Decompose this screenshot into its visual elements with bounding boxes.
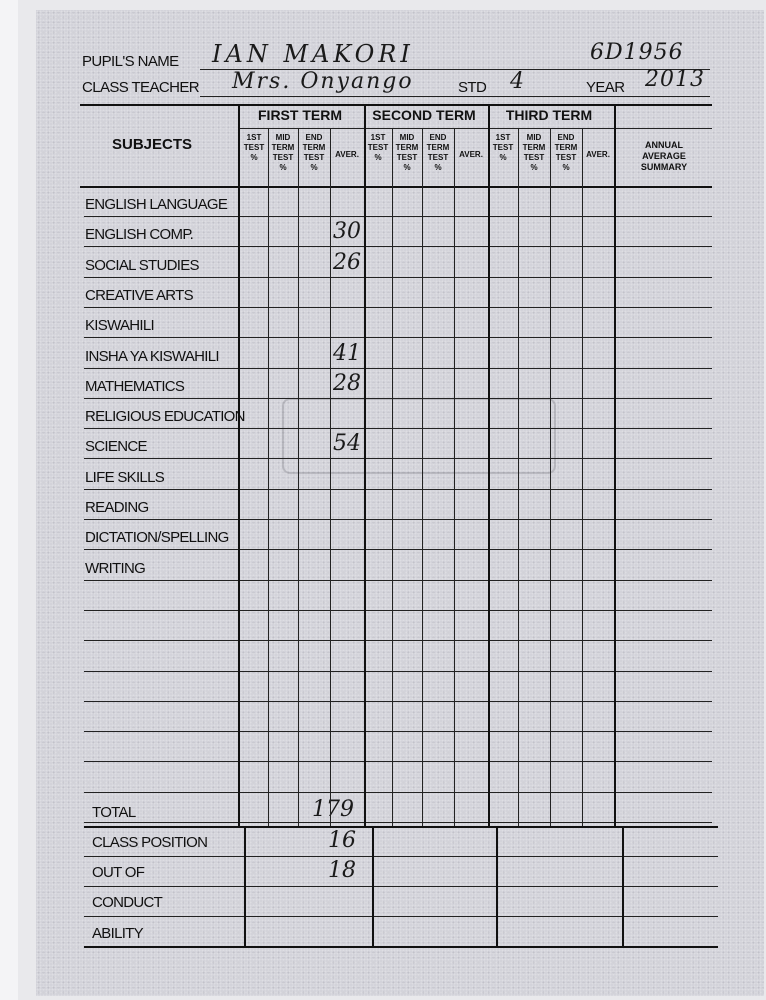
subject-name: DICTATION/SPELLING bbox=[85, 529, 229, 546]
pupil-name-label: PUPIL'S NAME bbox=[82, 53, 179, 70]
subcolumn-header: END TERM TEST % bbox=[554, 133, 578, 172]
subcolumn-header: END TERM TEST % bbox=[426, 133, 450, 172]
first-term-header: FIRST TERM bbox=[258, 107, 342, 123]
faded-stamp bbox=[282, 398, 556, 474]
subject-name: RELIGIOUS EDUCATION bbox=[85, 408, 245, 425]
subject-name: WRITING bbox=[85, 560, 146, 577]
total-value: 179 bbox=[312, 797, 354, 822]
subcolumn-header: END TERM TEST % bbox=[302, 133, 326, 172]
column-line bbox=[330, 128, 331, 826]
column-line bbox=[298, 128, 299, 826]
class-teacher-label: CLASS TEACHER bbox=[82, 79, 199, 96]
out-of-value: 18 bbox=[328, 858, 356, 883]
std-value: 4 bbox=[510, 69, 524, 94]
class-position-label: CLASS POSITION bbox=[92, 834, 208, 851]
column-line bbox=[614, 104, 616, 826]
subject-name: MATHEMATICS bbox=[85, 378, 185, 395]
column-line bbox=[268, 128, 269, 826]
subject-name: ENGLISH COMP. bbox=[85, 226, 194, 243]
row-line bbox=[84, 246, 712, 247]
first-term-average: 26 bbox=[333, 250, 361, 275]
table-top-border bbox=[80, 104, 712, 106]
table-bottom-border bbox=[84, 946, 718, 948]
ability-label: ABILITY bbox=[92, 925, 143, 942]
first-term-average: 54 bbox=[333, 431, 361, 456]
column-line bbox=[550, 128, 551, 826]
first-term-average: 28 bbox=[333, 371, 361, 396]
out-of-label: OUT OF bbox=[92, 864, 145, 881]
summary-column-line bbox=[244, 826, 246, 946]
subject-name: READING bbox=[85, 499, 149, 516]
row-line bbox=[84, 398, 712, 399]
subcolumn-header: 1ST TEST % bbox=[367, 133, 389, 162]
row-line bbox=[84, 489, 712, 490]
row-line bbox=[84, 519, 712, 520]
first-term-average: 30 bbox=[333, 219, 361, 244]
subject-name: LIFE SKILLS bbox=[85, 469, 165, 486]
subcolumn-header: MID TERM TEST % bbox=[522, 133, 546, 172]
summary-column-line bbox=[496, 826, 498, 946]
column-line bbox=[422, 128, 423, 826]
subjects-header: SUBJECTS bbox=[112, 136, 193, 153]
subject-name: KISWAHILI bbox=[85, 317, 154, 334]
third-term-header: THIRD TERM bbox=[505, 107, 593, 123]
first-term-average: 41 bbox=[333, 341, 361, 366]
column-line bbox=[488, 104, 490, 826]
row-line bbox=[84, 640, 712, 641]
row-line bbox=[84, 701, 712, 702]
column-line bbox=[392, 128, 393, 826]
subcolumn-header: MID TERM TEST % bbox=[395, 133, 419, 172]
row-line bbox=[84, 277, 712, 278]
annual-average-header: ANNUAL AVERAGE SUMMARY bbox=[640, 140, 688, 172]
std-label: STD bbox=[458, 79, 487, 96]
summary-column-line bbox=[622, 826, 624, 946]
second-term-header: SECOND TERM bbox=[372, 107, 476, 123]
subcolumn-header: AVER. bbox=[335, 150, 359, 159]
column-line bbox=[454, 128, 455, 826]
year-label: YEAR bbox=[586, 79, 625, 96]
subject-name: CREATIVE ARTS bbox=[85, 287, 193, 304]
subjects-divider bbox=[238, 104, 240, 826]
row-line bbox=[84, 761, 712, 762]
row-line bbox=[84, 822, 712, 823]
subject-name: INSHA YA KISWAHILI bbox=[85, 348, 219, 365]
subcolumn-header: 1ST TEST % bbox=[492, 133, 514, 162]
class-teacher-value: Mrs. Onyango bbox=[232, 69, 414, 94]
teacher-underline bbox=[200, 96, 710, 97]
column-line bbox=[582, 128, 583, 826]
term-header-divider bbox=[238, 128, 712, 129]
column-line bbox=[518, 128, 519, 826]
subcolumn-header: 1ST TEST % bbox=[243, 133, 265, 162]
subcolumn-header: AVER. bbox=[586, 150, 610, 159]
row-line bbox=[84, 428, 712, 429]
conduct-label: CONDUCT bbox=[92, 894, 163, 911]
row-line bbox=[84, 307, 712, 308]
subject-name: SCIENCE bbox=[85, 438, 147, 455]
row-line bbox=[84, 549, 712, 550]
subcolumn-header: MID TERM TEST % bbox=[271, 133, 295, 172]
row-line bbox=[84, 580, 712, 581]
total-label: TOTAL bbox=[92, 804, 136, 821]
admission-number: 6D1956 bbox=[590, 40, 684, 65]
row-line bbox=[84, 368, 712, 369]
header-bottom-border bbox=[80, 186, 712, 188]
summary-column-line bbox=[372, 826, 374, 946]
row-line bbox=[84, 216, 712, 217]
column-line bbox=[364, 104, 366, 826]
subject-name: ENGLISH LANGUAGE bbox=[85, 196, 228, 213]
subject-name: SOCIAL STUDIES bbox=[85, 257, 199, 274]
subcolumn-header: AVER. bbox=[459, 150, 483, 159]
row-line bbox=[84, 610, 712, 611]
row-line bbox=[84, 792, 712, 793]
class-position-value: 16 bbox=[328, 828, 356, 853]
row-line bbox=[84, 458, 712, 459]
row-line bbox=[84, 671, 712, 672]
row-line bbox=[84, 731, 712, 732]
row-line bbox=[84, 337, 712, 338]
pupil-name-value: IAN MAKORI bbox=[212, 40, 414, 68]
scan-margin bbox=[0, 0, 18, 1000]
year-value: 2013 bbox=[645, 67, 705, 92]
